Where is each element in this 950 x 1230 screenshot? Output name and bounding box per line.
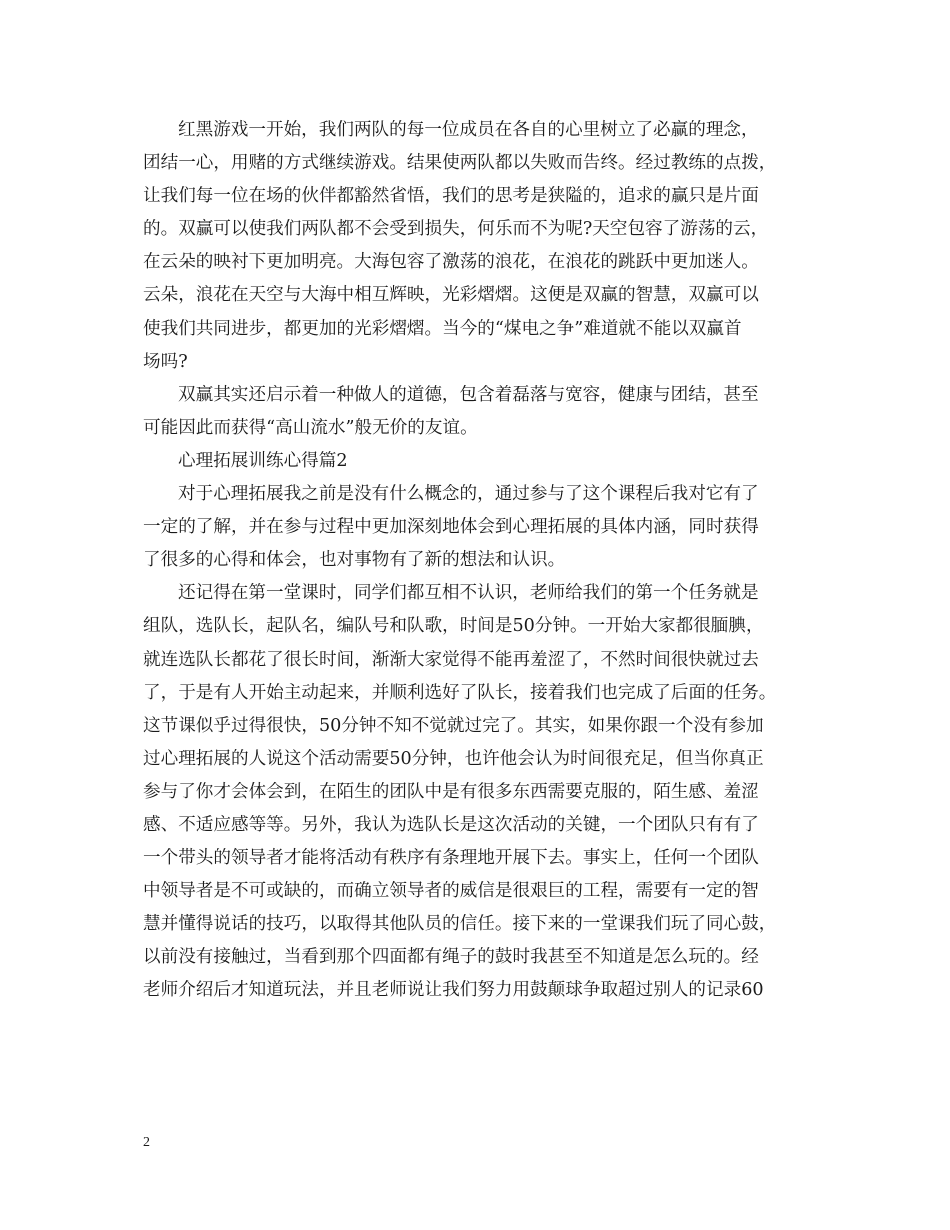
paragraph-line: 以前没有接触过，当看到那个四面都有绳子的鼓时我甚至不知道是怎么玩的。经 (143, 947, 759, 968)
paragraph-line: 过心理拓展的人说这个活动需要50分钟，也许他会认为时间很充足，但当你真正 (143, 748, 764, 769)
paragraph-line: 一定的了解，并在参与过程中更加深刻地体会到心理拓展的具体内涵，同时获得 (143, 517, 759, 538)
paragraph-line: 团结一心，用赌的方式继续游戏。结果使两队都以失败而告终。经过教练的点拨， (143, 153, 777, 174)
paragraph-line: 红黑游戏一开始，我们两队的每一位成员在各自的心里树立了必赢的理念， (178, 120, 759, 140)
paragraph-line: 了，于是有人开始主动起来，并顺利选好了队长，接着我们也完成了后面的任务。 (143, 682, 777, 703)
paragraph-line: 还记得在第一堂课时，同学们都互相不认识，老师给我们的第一个任务就是 (178, 583, 759, 604)
paragraph-line: 组队，选队长，起队名，编队号和队歌，时间是50分钟。一开始大家都很腼腆， (143, 616, 764, 637)
paragraph-line: 对于心理拓展我之前是没有什么概念的，通过参与了这个课程后我对它有了 (178, 484, 759, 505)
paragraph-line: 感、不适应感等等。另外，我认为选队长是这次活动的关键，一个团队只有有了 (143, 814, 759, 835)
paragraph-line: 可能因此而获得“高山流水”般无价的友谊。 (143, 417, 478, 438)
paragraph-line: 云朵，浪花在天空与大海中相互辉映，光彩熠熠。这便是双赢的智慧，双赢可以 (143, 285, 759, 306)
paragraph-line: 场吗? (143, 351, 188, 372)
paragraph-line: 这节课似乎过得很快，50分钟不知不觉就过完了。其实，如果你跟一个没有参加 (143, 715, 764, 736)
paragraph-line: 使我们共同进步，都更加的光彩熠熠。当今的“煤电之争”难道就不能以双赢首 (143, 318, 742, 339)
paragraph-line: 慧并懂得说话的技巧，以取得其他队员的信任。接下来的一堂课我们玩了同心鼓， (143, 914, 777, 935)
paragraph-line: 中领导者是不可或缺的，而确立领导者的威信是很艰巨的工程，需要有一定的智 (143, 881, 759, 902)
page-number: 2 (143, 1135, 150, 1150)
paragraph-line: 就连选队长都花了很长时间，渐渐大家觉得不能再羞涩了，不然时间很快就过去 (143, 649, 759, 670)
paragraph-line: 老师介绍后才知道玩法，并且老师说让我们努力用鼓颠球争取超过别人的记录60 (143, 980, 764, 1001)
paragraph-line: 参与了你才会体会到，在陌生的团队中是有很多东西需要克服的，陌生感、羞涩 (143, 781, 759, 802)
paragraph-line: 让我们每一位在场的伙伴都豁然省悟，我们的思考是狭隘的，追求的赢只是片面 (143, 186, 759, 207)
paragraph-line: 一个带头的领导者才能将活动有秩序有条理地开展下去。事实上，任何一个团队 (143, 848, 759, 869)
paragraph-line: 的。双赢可以使我们两队都不会受到损失，何乐而不为呢?天空包容了游荡的云， (143, 219, 769, 240)
paragraph-line: 在云朵的映衬下更加明亮。大海包容了激荡的浪花，在浪花的跳跃中更加迷人。 (143, 252, 759, 273)
section-heading: 心理拓展训练心得篇2 (178, 450, 348, 471)
paragraph-line: 了很多的心得和体会，也对事物有了新的想法和认识。 (143, 550, 566, 571)
paragraph-line: 双赢其实还启示着一种做人的道德，包含着磊落与宽容，健康与团结，甚至 (178, 384, 759, 405)
body-text (143, 114, 808, 1008)
